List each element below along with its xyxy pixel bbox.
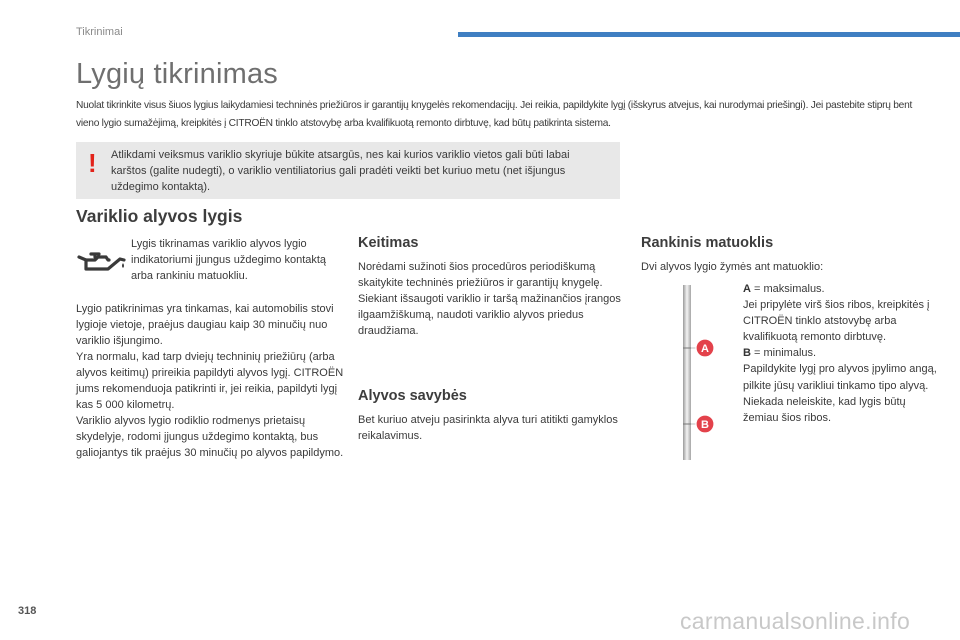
oil-level-body: Lygio patikrinimas yra tinkamas, kai automobilis stovi lygioje vietoje, praėjus daugiau kaip 30 minučių nuo variklio išjungimo. Yra normalu, kad tarp dviejų techninių priežiūrų (arba alyvos keitimų) prireikia papildyti alyvos lygį. CITROËN jums rekomenduoja patikrinti ir, jei reikia, papildyti lygį kas 5 000 kilometrų. Variklio alyvos lygio rodiklio rodmenys prietaisų skydelyje, rodomi įjungus uždegimo kontaktą, bus galiojantys tik praėjus 30 minučių po alyvos papildymo. bbox=[76, 303, 344, 459]
mark-b-letter: B bbox=[743, 347, 751, 360]
mark-a-line bbox=[743, 281, 943, 297]
section-header: Tikrinimai bbox=[76, 26, 123, 38]
marker-a-icon bbox=[696, 339, 714, 357]
oil-can-icon bbox=[76, 244, 126, 274]
mark-b-label: = minimalus. bbox=[750, 347, 817, 360]
mark-a-letter: A bbox=[743, 283, 751, 295]
dipstick-heading: Rankinis matuoklis bbox=[641, 235, 774, 251]
page-number: 318 bbox=[18, 605, 37, 617]
intro-paragraph: Nuolat tikrinkite visus šiuos lygius laikydamiesi techninės priežiūros ir garantijų knygelės rekomendacijų. Jei reikia, papildykite lygį (išskyrus atvejus, kai nurodymai priešingi). Jei pastebite stiprų bent vieno lygio sumažėjimą, kreipkitės į CITROËN tinklo atstovybę arba kvalifikuotą remonto dirbtuvę, kad būtų patikrinta sistema. bbox=[76, 100, 913, 129]
mark-b-line bbox=[743, 345, 943, 361]
oil-icon-description: Lygis tikrinamas variklio alyvos lygio indikatoriumi įjungus uždegimo kontaktą arba rankiniu matuokliu. bbox=[131, 238, 327, 282]
watermark: carmanualsonline.info bbox=[680, 608, 911, 634]
mark-b-desc: Papildykite lygį pro alyvos įpylimo angą, pilkite jūsų varikliui tinkamo tipo alyvą. Niekada neleiskite, kad lygis būtų žemiau šios ribos. bbox=[743, 363, 937, 424]
oil-properties-body: Bet kuriuo atveju pasirinkta alyva turi atitikti gamyklos reikalavimus. bbox=[358, 414, 618, 442]
warning-box bbox=[76, 142, 620, 199]
dipstick-illustration bbox=[676, 285, 734, 460]
dipstick-rod bbox=[683, 285, 691, 460]
oil-properties-heading: Alyvos savybės bbox=[358, 388, 467, 404]
page-title: Lygių tikrinimas bbox=[76, 58, 278, 90]
dipstick-marks-description bbox=[743, 281, 943, 426]
keitimas-body: Norėdami sužinoti šios procedūros periodiškumą skaitykite techninės priežiūros ir garantijų knygelę. Siekiant išsaugoti variklio ir taršą mažinančios įrangos ilgaamžiškumą, naudoti variklio alyvos priedus draudžiama. bbox=[358, 261, 621, 337]
warning-exclamation-icon: ! bbox=[88, 148, 97, 178]
oil-level-heading: Variklio alyvos lygis bbox=[76, 206, 243, 226]
marker-a-letter: A bbox=[701, 343, 709, 355]
keitimas-heading: Keitimas bbox=[358, 235, 419, 251]
dipstick-intro: Dvi alyvos lygio žymės ant matuoklio: bbox=[641, 261, 824, 273]
header-accent-bar bbox=[458, 32, 960, 37]
mark-a-label: = maksimalus. bbox=[750, 283, 825, 295]
marker-b-letter: B bbox=[701, 419, 709, 431]
marker-b-icon bbox=[696, 415, 714, 433]
mark-a-desc: Jei pripylėte virš šios ribos, kreipkitės į CITROËN tinklo atstovybę arba kvalifikuotą remonto dirbtuvę. bbox=[743, 299, 930, 344]
warning-text: Atlikdami veiksmus variklio skyriuje būkite atsargūs, nes kai kurios variklio vietos gali būti labai karštos (galite nudegti), o variklio ventiliatorius gali pradėti veikti bet kuriuo metu (net išjungus uždegimo kontaktą). bbox=[111, 149, 570, 193]
